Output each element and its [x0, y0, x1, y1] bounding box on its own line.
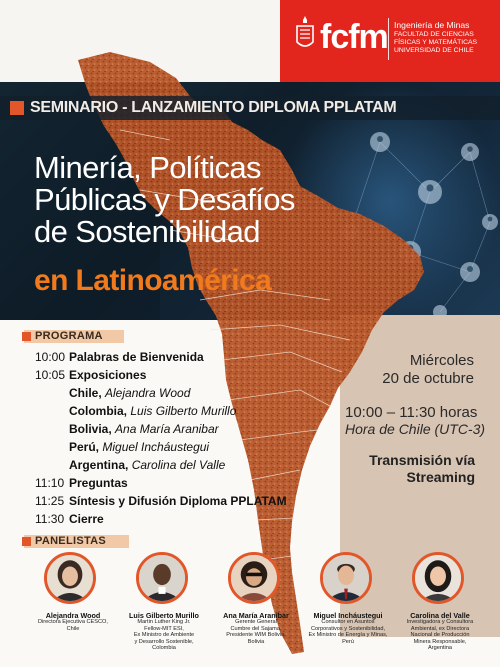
person-icon [231, 555, 277, 601]
panelist-role-line: Nacional de Producción [410, 632, 470, 639]
panelist-role-line: Minera Responsable, [413, 638, 467, 645]
exposition-entry [69, 386, 190, 400]
panelist-role-line: Fellow-MIT ESI, [144, 625, 184, 632]
logo-text [394, 20, 477, 56]
avatar [136, 552, 188, 604]
program-time: 11:10 [35, 476, 65, 490]
orange-square-icon [22, 332, 31, 341]
panelist-role-line: Martin Luther King Jr. [137, 619, 191, 625]
panelist-role-line: Directora Ejecutiva CESCO, [38, 619, 108, 625]
logo-line: FACULTAD DE CIENCIAS [394, 31, 474, 38]
exposition-entry [69, 458, 225, 472]
orange-square-icon [22, 537, 31, 546]
program-label: Síntesis y Difusión Diploma PPLATAM [69, 494, 287, 508]
panelist-role-line: Corporativos y Sostenibilidad, [311, 625, 385, 632]
exposition-speaker: Ana María Aranibar [115, 422, 219, 436]
orange-square-icon [10, 101, 24, 115]
programa-label: PROGRAMA [35, 330, 103, 342]
event-title [34, 152, 295, 248]
avatar [44, 552, 96, 604]
panelist-role-line: Perú [342, 638, 354, 645]
exposition-country: Bolivia, [69, 422, 112, 436]
panelist-name: Alejandra Wood [45, 611, 101, 620]
program-label: Preguntas [69, 476, 128, 490]
seminario-heading: SEMINARIO - LANZAMIENTO DIPLOMA PPLATAM [30, 99, 397, 116]
logo-divider [388, 18, 389, 60]
fcfm-logo[interactable] [280, 0, 500, 82]
panelist-role-line: Ambiental, ex Directora [410, 625, 470, 632]
program-label: Palabras de Bienvenida [69, 350, 204, 364]
panelist-role-line: Chile [66, 625, 80, 632]
logo-line: FÍSICAS Y MATEMÁTICAS [394, 39, 478, 47]
avatar [228, 552, 280, 604]
panelist-role-line: Bolivia [247, 638, 265, 645]
panelist-role-line: Ex Ministro de Ambiente [133, 632, 195, 639]
panelist-role-line: Presidente WIM Bolivia, [226, 632, 286, 639]
panelist-role [392, 619, 488, 652]
panelist-role-line: y Desarrollo Sostenible, [134, 638, 194, 645]
panelist-role-line: Argentina [428, 645, 452, 652]
program-time: 11:25 [35, 494, 65, 508]
exposition-country: Perú, [69, 440, 100, 454]
person-icon [139, 555, 185, 601]
panelist-role-line: Ex Ministro de Energía y Minas, [308, 632, 388, 639]
panelist-role [300, 619, 396, 645]
transmission-label: Transmisión vía [369, 452, 475, 468]
panelist-name: Miguel Incháustegui [313, 611, 383, 620]
transmission-streaming[interactable]: Streaming [406, 469, 475, 485]
panelist-role-line: Colombia [152, 645, 176, 652]
exposition-entry [69, 404, 236, 418]
panelist-name: Luis Gilberto Murillo [129, 611, 199, 620]
event-day: Miércoles [409, 352, 474, 369]
program-label: Cierre [69, 512, 104, 526]
exposition-speaker: Miguel Incháustegui [102, 440, 210, 454]
exposition-country: Colombia, [69, 404, 128, 418]
panelist-role [25, 619, 121, 632]
panelist-role-line: Investigadora y Consultora [406, 619, 474, 625]
program-label: Exposiciones [69, 368, 147, 382]
panelist-role [208, 619, 304, 645]
title-line: Minería, Políticas [34, 150, 261, 185]
exposition-speaker: Luis Gilberto Murillo [130, 404, 237, 418]
logo-line: UNIVERSIDAD DE CHILE [394, 47, 474, 55]
panelist-role-line: Cumbre del Sajama, [230, 625, 282, 632]
panelist-name: Ana María Aranibar [223, 611, 289, 620]
panelist-role [116, 619, 212, 652]
person-icon [415, 555, 461, 601]
panelist-role-line: Gerente General [235, 619, 277, 625]
logo-wordmark: fcfm [320, 18, 388, 56]
person-icon [47, 555, 93, 601]
event-time: 10:00 – 11:30 horas [345, 404, 478, 421]
event-date: 20 de octubre [382, 370, 474, 387]
event-timezone: Hora de Chile (UTC-3) [345, 421, 486, 437]
university-crest-icon [294, 14, 316, 54]
exposition-country: Chile, [69, 386, 102, 400]
program-time: 10:00 [35, 350, 66, 364]
title-line: de Sostenibilidad [34, 214, 260, 249]
person-icon [323, 555, 369, 601]
panelist-role-line: Consultor en Asuntos [321, 619, 375, 625]
exposition-entry [69, 440, 209, 454]
exposition-speaker: Carolina del Valle [131, 458, 226, 472]
exposition-entry [69, 422, 219, 436]
logo-line: Ingeniería de Minas [394, 20, 470, 30]
avatar [412, 552, 464, 604]
program-time: 11:30 [35, 512, 65, 526]
program-time: 10:05 [35, 368, 66, 382]
avatar [320, 552, 372, 604]
panelist-name: Carolina del Valle [410, 611, 470, 620]
title-line: Públicas y Desafíos [34, 182, 295, 217]
title-accent: en Latinoamérica [34, 264, 272, 297]
panelistas-label: PANELISTAS [35, 535, 107, 547]
exposition-country: Argentina, [69, 458, 129, 472]
exposition-speaker: Alejandra Wood [105, 386, 191, 400]
